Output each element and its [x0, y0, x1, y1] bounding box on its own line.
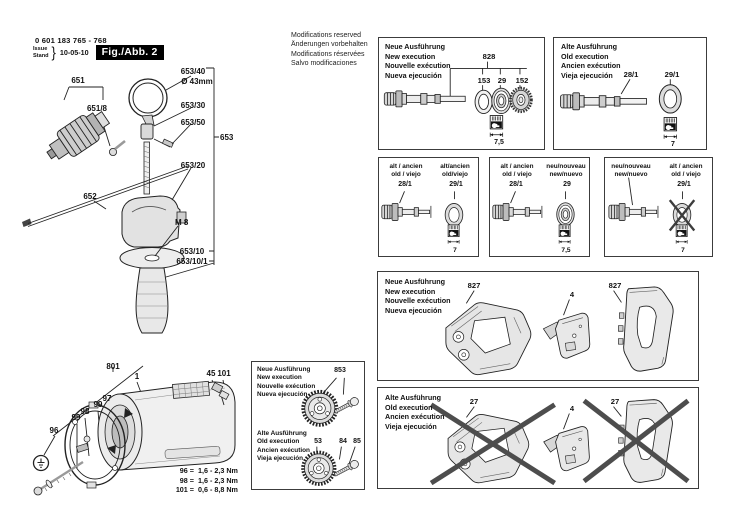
part-label-4: 4: [569, 404, 575, 413]
heading-new-execution: Neue Ausführung New execution Nouvelle exécution Nueva ejecución: [385, 277, 451, 315]
issue-row: [33, 45, 164, 60]
part-label-thread: M 8: [175, 218, 189, 227]
notice-line: Salvo modificaciones: [291, 60, 357, 68]
part-label-motor-assembly: 801: [106, 362, 120, 371]
heading-neu-left: neu/nouveau new/nuevo: [611, 163, 651, 178]
box-variant-old-new: [489, 157, 590, 257]
torque-value: 1,6 - 2,3 Nm: [198, 466, 238, 475]
part-label-motor-unit: 1: [134, 372, 140, 381]
part-label-stop-ring-diameter: Ø 43mm: [181, 77, 213, 86]
heading-alt-left: alt / ancien old / viejo: [500, 163, 534, 178]
heading-alt-right: alt/ancien old/viejo: [440, 163, 470, 178]
part-label-828: 828: [482, 52, 496, 61]
part-label-29-1: 29/1: [664, 70, 680, 79]
heading-new-execution: Neue Ausführung New execution Nouvelle exécution Nueva ejecución: [257, 366, 316, 399]
part-label-4: 4: [569, 290, 575, 299]
box-housing-new: [377, 271, 699, 381]
heading-neu-right: neu/nouveau new/nuevo: [546, 163, 586, 178]
part-label-assembly: 653: [220, 133, 234, 142]
grease-amount: 7: [453, 247, 457, 254]
part-label-84: 84: [339, 438, 347, 445]
heading-old-execution: Alte Ausführung Old execution Ancien exécution Vieja ejecución: [257, 430, 310, 463]
drill-diagram-art: [20, 60, 240, 350]
part-label-rod: 652: [83, 192, 97, 201]
part-label-99a: 99: [71, 413, 81, 422]
part-label-97: 97: [102, 394, 112, 403]
grease-amount: 7: [671, 141, 675, 148]
notice-line: Modifications réservées: [291, 50, 365, 58]
box-spindle-old: [553, 37, 707, 150]
part-label-28-1: 28/1: [623, 70, 639, 79]
box-spindle-new: [378, 37, 545, 150]
part-label-827-left: 827: [467, 281, 481, 290]
drill-exploded-diagram: [20, 60, 240, 350]
part-label-28-1: 28/1: [509, 181, 523, 188]
notice-line: Modifications reserved: [291, 32, 362, 39]
part-label-98: 98: [80, 407, 90, 416]
part-label-96: 96: [49, 426, 59, 435]
part-label-chuck-key: 651/8: [86, 104, 108, 113]
part-label-29-1: 29/1: [449, 181, 463, 188]
box-housing-old: [377, 387, 699, 489]
device-part-number: 0 601 183 765 - 768: [35, 36, 107, 45]
part-label-27-right: 27: [610, 397, 620, 406]
heading-new-execution: Neue Ausführung New execution Nouvelle exécution Nueva ejecución: [385, 42, 451, 80]
part-label-27-left: 27: [469, 397, 479, 406]
part-label-29: 29: [563, 181, 571, 188]
modifications-notice: [291, 31, 368, 69]
issue-label-de: Stand: [33, 52, 49, 59]
part-label-gear-housing: 653/20: [180, 161, 206, 170]
torque-key: 101 =: [175, 485, 194, 495]
heading-old-execution: Alte Ausführung Old execution Ancien exécution Vieja ejecución: [561, 42, 621, 80]
torque-value: 1,6 - 2,3 Nm: [198, 475, 238, 485]
part-label-101: 101: [217, 369, 231, 378]
part-label-handle-alt: 653/10/1: [176, 257, 208, 266]
part-label-handle: 653/10: [179, 247, 205, 256]
part-label-clamp: 653/30: [180, 101, 206, 110]
part-label-153: 153: [477, 76, 491, 85]
part-label-29-1: 29/1: [677, 181, 691, 188]
box-variant-new-old: [604, 157, 713, 257]
grease-amount: 7: [681, 247, 685, 254]
torque-table: [168, 466, 238, 495]
heading-old-execution: Alte Ausführung Old execution Ancien exécution Vieja ejecución: [385, 393, 445, 431]
issue-label-en: Issue: [33, 46, 48, 53]
part-label-stop-ring: 653/40: [180, 67, 206, 76]
grease-amount: 7,5: [494, 139, 504, 146]
part-label-152: 152: [515, 76, 529, 85]
notice-line: Änderungen vorbehalten: [291, 41, 368, 49]
part-label-screw: 653/50: [180, 118, 206, 127]
heading-alt-left: alt / ancien old / viejo: [389, 163, 423, 178]
part-label-53: 53: [314, 438, 322, 445]
part-label-853: 853: [334, 367, 346, 374]
issue-date: 10-05-10: [59, 48, 89, 57]
figure-badge: Fig./Abb. 2: [96, 45, 164, 60]
box-variant-old-old: [378, 157, 479, 257]
box-gear-variants: [251, 361, 365, 490]
torque-key: 98 =: [179, 475, 194, 485]
torque-value: 0,6 - 8,8 Nm: [198, 485, 238, 495]
heading-alt-right: alt / ancien old / viejo: [669, 163, 703, 178]
part-label-85: 85: [353, 438, 361, 445]
part-label-28-1: 28/1: [398, 181, 412, 188]
torque-key: 96 =: [179, 466, 194, 475]
part-label-45: 45: [206, 369, 216, 378]
part-label-99b: 99: [93, 400, 103, 409]
issue-brace: }: [51, 43, 56, 62]
part-label-827-right: 827: [608, 281, 622, 290]
part-label-29: 29: [497, 76, 507, 85]
grease-amount: 7,5: [561, 247, 571, 254]
part-label-chuck: 651: [71, 76, 85, 85]
